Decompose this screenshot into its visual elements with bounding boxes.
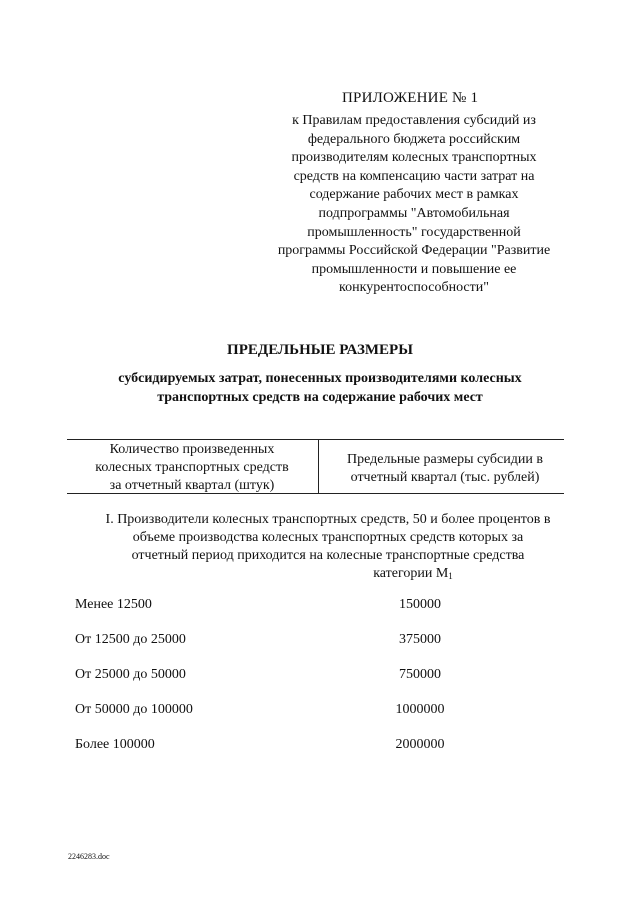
section-category-text: категории M (373, 566, 449, 581)
row-label: От 25000 до 50000 (75, 667, 186, 682)
table-column-divider (318, 439, 319, 493)
appendix-line: промышленность" государственной (307, 224, 521, 240)
appendix-title: ПРИЛОЖЕНИЕ № 1 (342, 90, 479, 106)
row-value: 1000000 (395, 702, 445, 717)
column-header-line: Количество произведенных (109, 442, 275, 457)
row-value: 750000 (399, 667, 441, 682)
appendix-line: подпрограммы "Автомобильная (318, 205, 510, 221)
section-title (68, 511, 588, 585)
appendix-line: содержание рабочих мест в рамках (309, 187, 519, 203)
row-label: От 12500 до 25000 (75, 632, 186, 647)
table-row (0, 737, 640, 757)
row-label: Менее 12500 (75, 597, 152, 612)
section-line: отчетный период приходится на колесные транспортные средства (131, 548, 525, 563)
section-line: I. Производители колесных транспортных средств, 50 и более процентов в (105, 512, 551, 527)
subheading-line: транспортных средств на содержание рабочих мест (157, 390, 483, 405)
section-line (68, 565, 588, 585)
row-label: От 50000 до 100000 (75, 702, 193, 717)
appendix-text (253, 112, 575, 298)
appendix-line: конкурентоспособности" (339, 280, 489, 296)
row-value: 375000 (399, 632, 441, 647)
column-header-line: колесных транспортных средств (95, 460, 289, 475)
table-row (0, 702, 640, 722)
column-header-subsidy (325, 451, 565, 487)
column-header-line: за отчетный квартал (штук) (109, 478, 275, 493)
table-row (0, 667, 640, 687)
section-line: объеме производства колесных транспортных средств которых за (132, 530, 524, 545)
table-top-rule (67, 439, 564, 440)
appendix-line: производителям колесных транспортных (291, 150, 537, 166)
column-header-quantity (73, 441, 311, 495)
column-header-line: отчетный квартал (тыс. рублей) (350, 470, 540, 485)
appendix-line: программы Российской Федерации "Развитие (277, 243, 551, 259)
row-value: 2000000 (395, 737, 445, 752)
row-value: 150000 (399, 597, 441, 612)
column-header-line: Предельные размеры субсидии в (347, 452, 543, 467)
section-category-subscript: 1 (448, 571, 453, 581)
appendix-line: федерального бюджета российским (307, 131, 521, 147)
table-row (0, 597, 640, 617)
document-subheading (0, 369, 640, 407)
table-row (0, 632, 640, 652)
appendix-line: к Правилам предоставления субсидий из (292, 113, 536, 128)
row-label: Более 100000 (75, 737, 155, 752)
document-heading: ПРЕДЕЛЬНЫЕ РАЗМЕРЫ (227, 342, 413, 358)
document-filename: 2246283.doc (68, 852, 110, 861)
appendix-line: промышленности и повышение ее (311, 261, 517, 277)
appendix-line: средств на компенсацию части затрат на (293, 168, 535, 184)
subheading-line: субсидируемых затрат, понесенных производителями колесных (118, 371, 522, 386)
